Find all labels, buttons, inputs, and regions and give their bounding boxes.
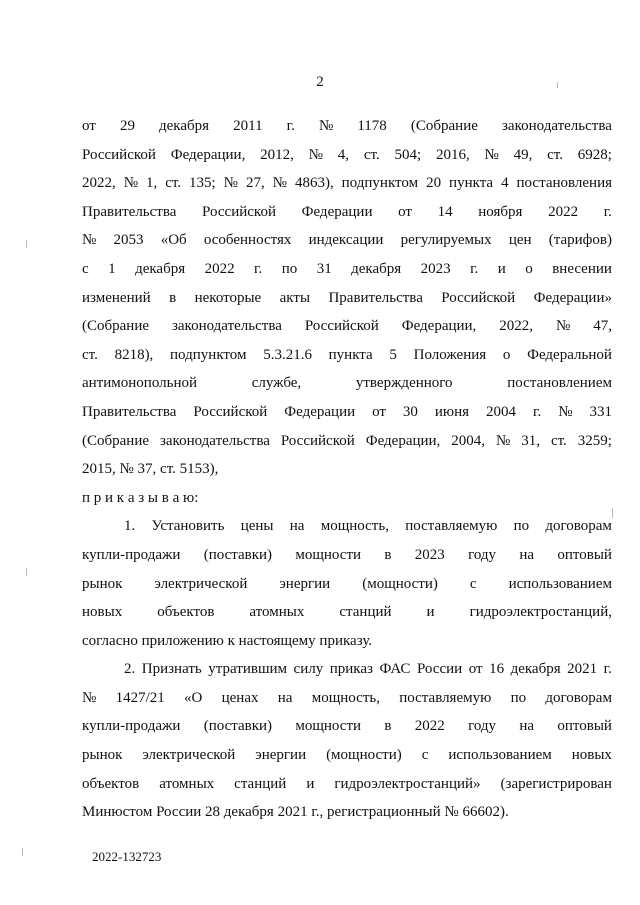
word: №	[555, 318, 571, 335]
word: (мощности)	[362, 575, 438, 592]
word: 135;	[189, 175, 216, 192]
word: 2022,	[82, 175, 116, 192]
word: о	[502, 346, 511, 363]
scan-mark	[26, 240, 27, 248]
word: (зарегистрирован	[500, 775, 612, 792]
word: регулируемых	[400, 232, 492, 249]
word: Федерации»	[533, 289, 612, 306]
word: №	[308, 146, 323, 163]
word: 3259;	[577, 432, 612, 449]
word: на	[289, 518, 305, 535]
word: (Собрание	[82, 432, 150, 449]
word: 8218),	[114, 346, 154, 363]
text-line	[82, 169, 612, 198]
word: г.	[603, 203, 612, 220]
text-line	[82, 312, 612, 341]
word: 331	[589, 403, 612, 420]
word: 16	[489, 661, 505, 678]
word: и	[426, 604, 435, 621]
word: России	[416, 661, 463, 678]
word: №	[123, 175, 139, 192]
word: ноября	[478, 203, 523, 220]
word: (Собрание	[410, 118, 478, 134]
word: ст.	[550, 432, 567, 449]
word: 49,	[513, 146, 533, 163]
word: 2053	[113, 232, 144, 249]
word: и	[306, 775, 315, 792]
word: июня	[434, 403, 470, 420]
word: 5.3.21.6	[263, 346, 312, 363]
word: поставляемую	[405, 518, 498, 535]
word: утратившим	[208, 661, 288, 678]
word: г.	[603, 661, 612, 678]
word: купли-продажи	[82, 718, 181, 735]
item-2-paragraph	[82, 655, 612, 827]
word: законодательства	[159, 432, 270, 449]
word: и	[497, 260, 506, 277]
word: 1.	[124, 518, 136, 535]
word: Российской	[82, 146, 156, 163]
word: по	[513, 518, 530, 535]
word: 4,	[337, 146, 350, 163]
word: станций	[234, 775, 287, 792]
text-line-content: согласно приложению к настоящему приказу.	[82, 632, 373, 649]
word: Федеральной	[527, 346, 612, 363]
word: 2023	[414, 546, 445, 563]
word: мощности	[295, 546, 362, 563]
word: №	[318, 118, 334, 134]
word: 14	[437, 203, 453, 220]
word: рынок	[82, 747, 123, 764]
word: году	[468, 718, 497, 735]
text-line	[82, 284, 612, 313]
word: (Собрание	[82, 318, 150, 335]
word: №	[558, 403, 573, 420]
word: мощность,	[311, 689, 380, 706]
word: 2004	[486, 403, 517, 420]
word: «Об	[160, 232, 187, 249]
document-body	[82, 112, 612, 827]
word: с	[421, 747, 429, 764]
scan-mark	[612, 508, 613, 518]
text-line	[82, 112, 612, 141]
text-line	[82, 512, 612, 541]
text-line	[82, 598, 612, 627]
word: с	[469, 575, 477, 592]
scan-mark	[22, 848, 23, 856]
word: подпунктом	[341, 175, 419, 192]
word: Правительства	[328, 289, 423, 306]
word: индексации	[308, 232, 384, 249]
text-line	[82, 455, 612, 484]
word: электрической	[142, 747, 236, 764]
word: 27,	[245, 175, 265, 192]
word: мощность,	[320, 518, 389, 535]
word: 1178	[357, 118, 387, 134]
word: ст.	[82, 346, 98, 363]
word: приказ	[329, 661, 373, 678]
word: на	[519, 718, 535, 735]
text-line	[82, 655, 612, 684]
word: (поставки)	[203, 546, 273, 563]
word: Российской	[280, 432, 355, 449]
word: постановлением	[507, 375, 612, 392]
word: №	[82, 689, 97, 706]
word: законодательства	[171, 318, 282, 335]
item-1-paragraph	[82, 512, 612, 655]
word: цены	[240, 518, 274, 535]
word: 20	[426, 175, 442, 192]
word: г.	[533, 403, 542, 420]
word: изменений	[82, 289, 151, 306]
word: по	[510, 689, 527, 706]
word: использованием	[448, 747, 552, 764]
word: 4	[501, 175, 509, 192]
word: подпунктом	[170, 346, 247, 363]
word: №	[272, 175, 287, 192]
word: Федерации,	[365, 432, 441, 449]
word: 4863),	[294, 175, 334, 192]
word: атомных	[159, 775, 215, 792]
word: электрической	[154, 575, 248, 592]
text-line	[82, 627, 612, 656]
word: ст.	[363, 146, 380, 163]
word: на	[277, 689, 293, 706]
preamble-paragraph	[82, 112, 612, 484]
word: году	[468, 546, 497, 563]
word: 1,	[146, 175, 158, 192]
word: 1	[108, 260, 116, 277]
word: антимонопольной	[82, 375, 197, 392]
word: Федерации	[284, 403, 356, 420]
word: Российской	[193, 403, 268, 420]
word: атомных	[249, 604, 305, 621]
text-line	[82, 684, 612, 713]
word: (поставки)	[203, 718, 273, 735]
document-id: 2022-132723	[92, 849, 162, 864]
word: Правительства	[82, 403, 177, 420]
word: гидроэлектростанций,	[469, 604, 612, 621]
word: от	[398, 203, 412, 220]
word: новых	[571, 747, 612, 764]
word: от	[82, 118, 96, 134]
text-line	[82, 398, 612, 427]
word: использованием	[508, 575, 612, 592]
word: 2012,	[260, 146, 294, 163]
word: 47,	[593, 318, 612, 335]
word: г.	[254, 260, 263, 277]
text-line	[82, 427, 612, 456]
word: ценах	[221, 689, 259, 706]
word: от	[468, 661, 483, 678]
word: Российской	[202, 203, 276, 220]
word: объектов	[157, 604, 215, 621]
text-line-content: 2015, № 37, ст. 5153),	[82, 461, 219, 478]
word: ст.	[547, 146, 563, 163]
word: 2022	[414, 718, 445, 735]
word: 1427/21	[115, 689, 165, 706]
word: цен	[508, 232, 532, 249]
word: 2004,	[451, 432, 486, 449]
word: (мощности)	[326, 747, 402, 764]
word: рынок	[82, 575, 123, 592]
scan-mark	[26, 568, 27, 576]
word: 2.	[124, 661, 136, 678]
text-line	[82, 570, 612, 599]
word: №	[82, 232, 97, 249]
word: мощности	[295, 718, 362, 735]
word: особенностях	[203, 232, 292, 249]
text-line	[82, 226, 612, 255]
word: от	[372, 403, 386, 420]
word: акты	[279, 289, 311, 306]
word: утвержденного	[355, 375, 453, 392]
word: 31	[316, 260, 332, 277]
word: некоторые	[194, 289, 262, 306]
text-line	[82, 141, 612, 170]
word: о	[525, 260, 533, 277]
word: внесении	[552, 260, 612, 277]
word: 2022,	[499, 318, 534, 335]
word: станций	[339, 604, 392, 621]
word: ФАС	[379, 661, 411, 678]
text-line	[82, 741, 612, 770]
word: Федерации,	[401, 318, 477, 335]
word: законодательства	[501, 118, 612, 134]
word: Правительства	[82, 203, 177, 220]
order-word: п р и к а з ы в а ю:	[82, 489, 199, 506]
word: г.	[470, 260, 479, 277]
word: пункта	[328, 346, 373, 363]
word: Признать	[141, 661, 202, 678]
word: 30	[402, 403, 418, 420]
word: новых	[82, 604, 123, 621]
word: энергии	[255, 747, 307, 764]
word: Российской	[304, 318, 379, 335]
word: 5	[389, 346, 397, 363]
word: (тарифов)	[548, 232, 612, 249]
word: договорам	[545, 689, 612, 706]
scan-mark	[557, 82, 558, 88]
word: 2016,	[435, 146, 470, 163]
word: Федерации,	[170, 146, 246, 163]
word: 29	[119, 118, 135, 134]
word: в	[384, 546, 392, 563]
word: №	[223, 175, 238, 192]
page-number: 2	[316, 74, 324, 90]
word: №	[484, 146, 499, 163]
word: «О	[184, 689, 203, 706]
word: 6928;	[577, 146, 612, 163]
text-line	[82, 770, 612, 799]
word: Положения	[413, 346, 487, 363]
word: на	[519, 546, 535, 563]
text-line	[82, 541, 612, 570]
word: пункта	[449, 175, 494, 192]
word: постановления	[516, 175, 612, 192]
word: энергии	[279, 575, 331, 592]
text-line	[82, 712, 612, 741]
text-line	[82, 255, 612, 284]
word: с	[82, 260, 89, 277]
text-line	[82, 341, 612, 370]
word: 31,	[521, 432, 540, 449]
word: 504;	[394, 146, 422, 163]
word: ст.	[165, 175, 182, 192]
text-line	[82, 198, 612, 227]
word: 2022	[548, 203, 579, 220]
word: Установить	[151, 518, 225, 535]
word: силу	[293, 661, 324, 678]
text-line	[82, 798, 612, 827]
word: поставляемую	[399, 689, 492, 706]
word: службе,	[251, 375, 302, 392]
word: в	[169, 289, 177, 306]
word: объектов	[82, 775, 140, 792]
text-line-content: Минюстом России 28 декабря 2021 г., регистрационный № 66602).	[82, 804, 509, 821]
word: Российской	[441, 289, 516, 306]
word: декабря	[135, 260, 186, 277]
word: 2022	[204, 260, 235, 277]
word: гидроэлектростанций»	[334, 775, 481, 792]
word: 2023	[420, 260, 451, 277]
text-line	[82, 369, 612, 398]
word: оптовый	[557, 718, 612, 735]
word: в	[384, 718, 392, 735]
word: декабря	[159, 118, 210, 134]
word: 2021	[567, 661, 598, 678]
word: декабря	[510, 661, 561, 678]
word: №	[495, 432, 511, 449]
word: по	[281, 260, 298, 277]
word: оптовый	[557, 546, 612, 563]
word: декабря	[351, 260, 402, 277]
word: г.	[286, 118, 295, 134]
word: 2011	[233, 118, 263, 134]
word: договорам	[545, 518, 612, 535]
word: купли-продажи	[82, 546, 181, 563]
word: Федерации	[301, 203, 373, 220]
